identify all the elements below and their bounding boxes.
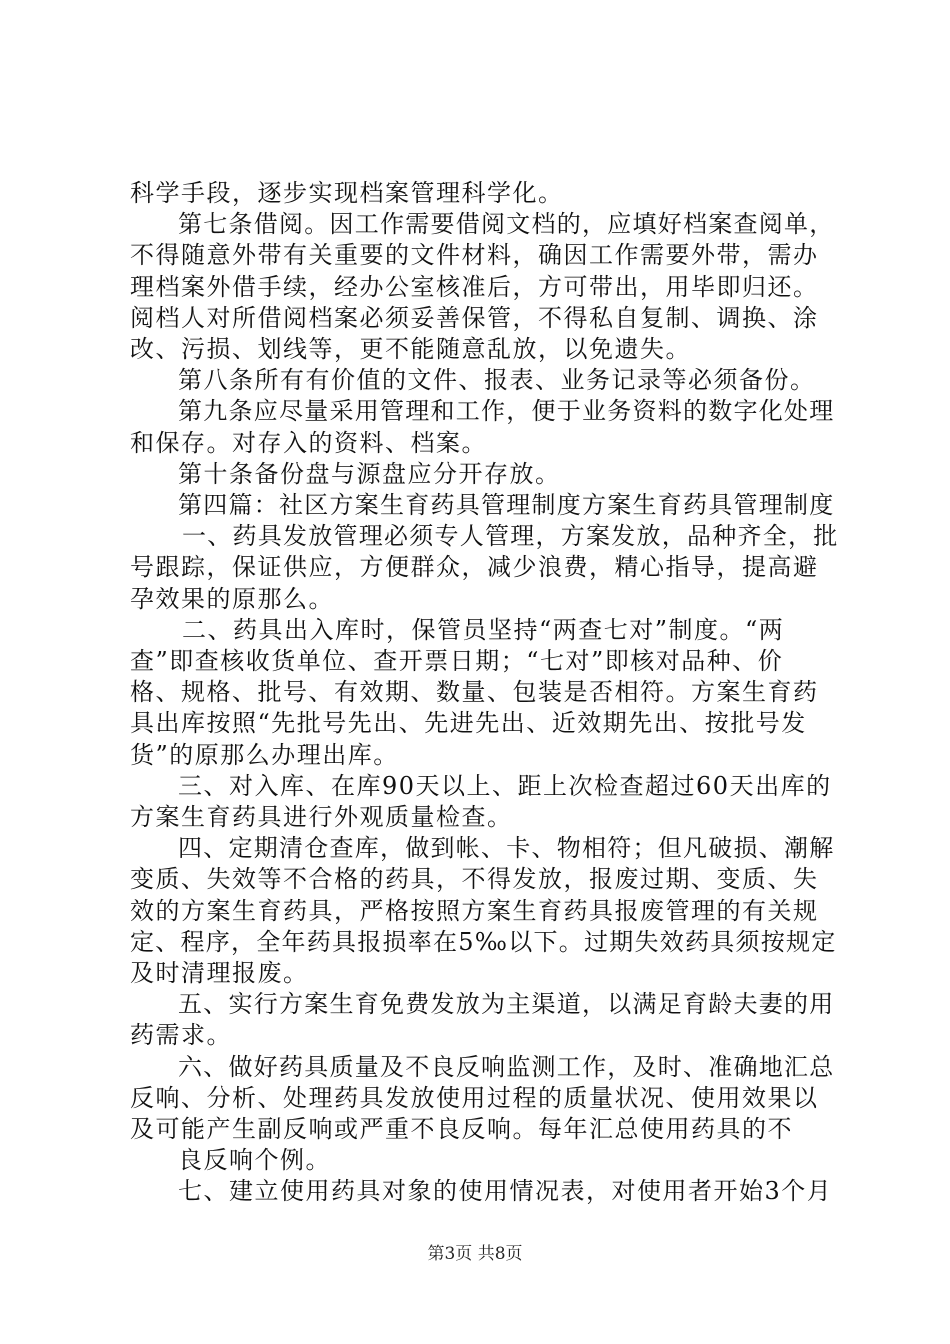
text-line: 反响、分析、处理药具发放使用过程的质量状况、使用效果以 — [130, 1083, 819, 1112]
text-line: 改、污损、划线等，更不能随意乱放，以免遗失。 — [130, 335, 691, 363]
text-line: 七、建立使用药具对象的使用情况表，对使用者开始3个月 — [178, 1177, 833, 1206]
text-line: 理档案外借手续，经办公室核准后，方可带出，用毕即归还。 — [130, 272, 819, 301]
text-line: 第九条应尽量采用管理和工作，便于业务资料的数字化处理 — [178, 397, 835, 426]
text-line: 及时清理报废。 — [130, 959, 309, 987]
text-line: 药需求。 — [130, 1021, 232, 1050]
text-line: 良反响个例。 — [178, 1146, 331, 1175]
text-line: 不得随意外带有关重要的文件材料，确因工作需要外带，需办 — [130, 241, 819, 270]
text-line: 六、做好药具质量及不良反响监测工作，及时、准确地汇总 — [178, 1052, 835, 1081]
text-line: 查”即查核收货单位、查开票日期；“七对”即核对品种、价 — [130, 647, 784, 675]
text-line: 一、药具发放管理必须专人管理，方案发放，品种齐全，批 — [182, 522, 839, 551]
page-number-footer: 第3页 共8页 — [427, 1244, 523, 1264]
text-line: 二、药具出入库时，保管员坚持“两查七对”制度。“两 — [182, 615, 785, 644]
text-line: 四、定期清仓查库，做到帐、卡、物相符；但凡破损、潮解 — [178, 834, 835, 863]
text-line: 第十条备份盘与源盘应分开存放。 — [178, 459, 561, 488]
text-line: 效的方案生育药具，严格按照方案生育药具报废管理的有关规 — [130, 896, 819, 925]
text-line: 货”的原那么办理出库。 — [130, 740, 399, 769]
text-line: 科学手段，逐步实现档案管理科学化。 — [130, 179, 564, 207]
text-line: 三、对入库、在库90天以上、距上次检查超过60天出库的 — [178, 771, 832, 800]
text-line: 第八条所有有价值的文件、报表、业务记录等必须备份。 — [178, 366, 816, 395]
text-line: 格、规格、批号、有效期、数量、包装是否相符。方案生育药 — [130, 678, 819, 707]
text-line: 和保存。对存入的资料、档案。 — [130, 428, 487, 457]
text-line: 阅档人对所借阅档案必须妥善保管，不得私自复制、调换、涂 — [130, 303, 819, 332]
text-line: 定、程序，全年药具报损率在5‰以下。过期失效药具须按规定 — [130, 927, 837, 956]
text-line: 变质、失效等不合格的药具，不得发放，报废过期、变质、失 — [130, 865, 819, 894]
text-line: 孕效果的原那么。 — [130, 584, 334, 613]
section-heading: 第四篇：社区方案生育药具管理制度方案生育药具管理制度 — [178, 491, 835, 519]
text-line: 方案生育药具进行外观质量检查。 — [130, 803, 513, 831]
text-line: 及可能产生副反响或严重不良反响。每年汇总使用药具的不 — [130, 1115, 793, 1143]
text-line: 第七条借阅。因工作需要借阅文档的，应填好档案查阅单， — [178, 210, 835, 239]
text-line: 号跟踪，保证供应，方便群众，减少浪费，精心指导，提高避 — [130, 553, 819, 582]
text-line: 五、实行方案生育免费发放为主渠道，以满足育龄夫妻的用 — [178, 990, 835, 1019]
text-line: 具出库按照“先批号先出、先进先出、近效期先出、按批号发 — [130, 709, 807, 738]
